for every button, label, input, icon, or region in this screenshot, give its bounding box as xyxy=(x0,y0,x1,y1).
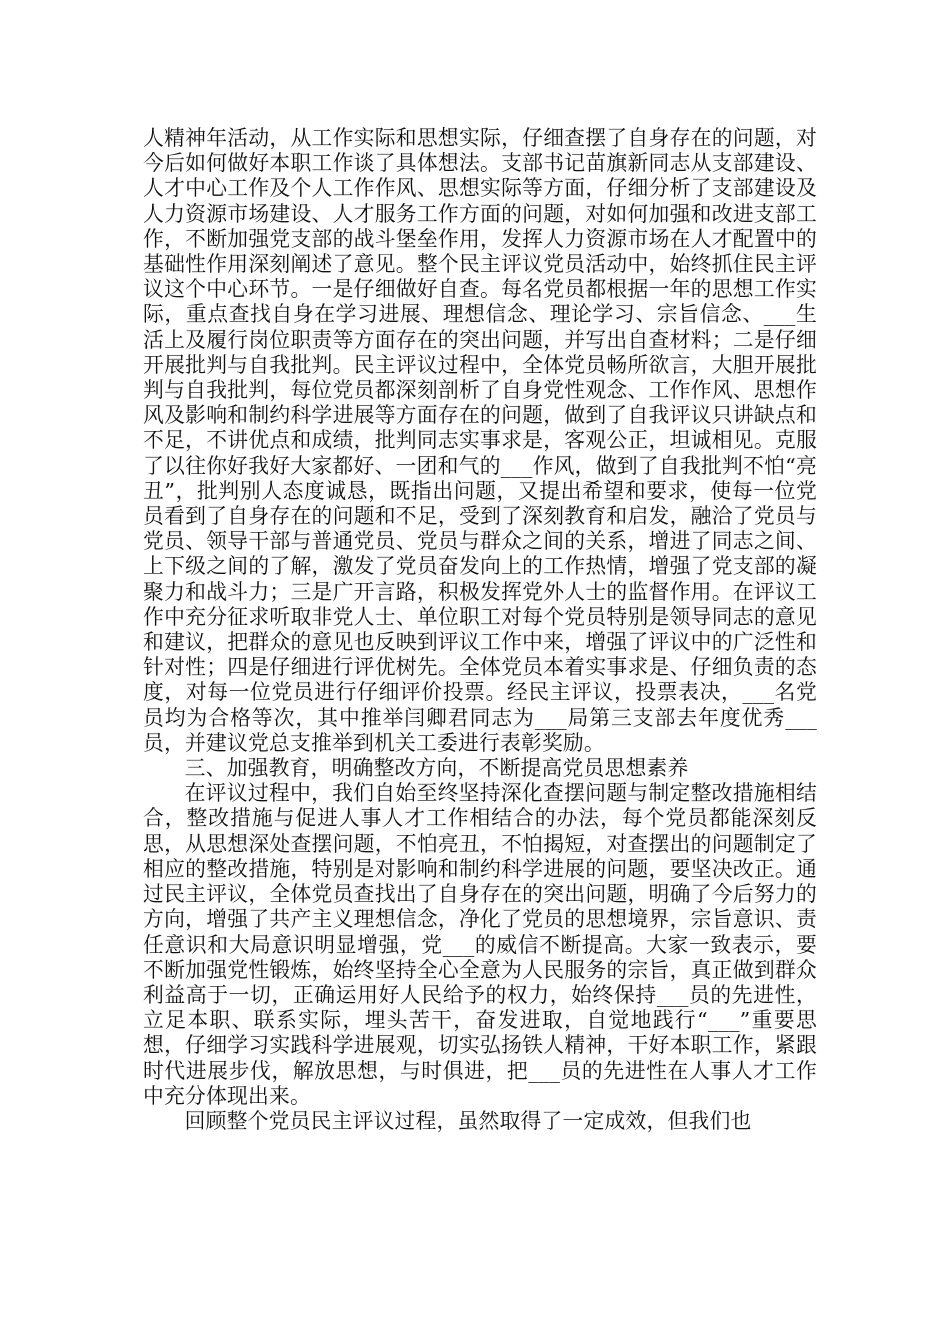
paragraph-3: 回顾整个党员民主评议过程，虽然取得了一定成效，但我们也 xyxy=(184,1108,752,1133)
document-body xyxy=(143,126,817,1134)
paragraph-2: 在评议过程中，我们自始至终坚持深化查摆问题与制定整改措施相结合，整改措施与促进人事人才工作相结合的办法，每个党员都能深刻反思，从思想深处查摆问题，不怕亮丑，不怕揭短，对查摆出的问题制定了相应的整改措施，特别是对影响和制约科学进展的问题，要坚决改正。通过民主评议，全体党员查找出了自身存在的突出问题，明确了今后努力的方向，增强了共产主义理想信念，净化了党员的思想境界，宗旨意识、责任意识和大局意识明显增强，党___的威信不断提高。大家一致表示，要不断加强党性锻炼，始终坚持全心全意为人民服务的宗旨，真正做到群众利益高于一切，正确运用好人民给予的权力，始终保持___员的先进性，立足本职、联系实际，埋头苦干，奋发进取，自觉地践行“___”重要思想，仔细学习实践科学进展观，切实弘扬铁人精神，干好本职工作，紧跟时代进展步伐，解放思想，与时俱进，把___员的先进性在人事人才工作中充分体现出来。 xyxy=(143,781,817,1108)
paragraph-1: 人精神年活动，从工作实际和思想实际，仔细查摆了自身存在的问题，对今后如何做好本职工作谈了具体想法。支部书记苗旗新同志从支部建设、人才中心工作及个人工作作风、思想实际等方面，仔细分析了支部建设及人力资源市场建设、人才服务工作方面的问题，对如何加强和改进支部工作，不断加强党支部的战斗堡垒作用，发挥人力资源市场在人才配置中的基础性作用深刻阐述了意见。整个民主评议党员活动中，始终抓住民主评议这个中心环节。一是仔细做好自查。每名党员都根据一年的思想工作实际，重点查找自身在学习进展、理想信念、理论学习、宗旨信念、___生活上及履行岗位职责等方面存在的突出问题，并写出自查材料；二是仔细开展批判与自我批判。民主评议过程中，全体党员畅所欲言，大胆开展批判与自我批判，每位党员都深刻剖析了自身党性观念、工作作风、思想作风及影响和制约科学进展等方面存在的问题，做到了自我评议只讲缺点和不足，不讲优点和成绩，批判同志实事求是，客观公正，坦诚相见。克服了以往你好我好大家都好、一团和气的___作风，做到了自我批判不怕“亮丑”，批判别人态度诚恳，既指出问题，又提出希望和要求，使每一位党员看到了自身存在的问题和不足，受到了深刻教育和启发，融洽了党员与党员、领导干部与普通党员、党员与群众之间的关系，增进了同志之间、上下级之间的了解，激发了党员奋发向上的工作热情，增强了党支部的凝聚力和战斗力；三是广开言路，积极发挥党外人士的监督作用。在评议工作中充分征求听取非党人士、单位职工对每个党员特别是领导同志的意见和建议，把群众的意见也反映到评议工作中来，增强了评议中的广泛性和针对性；四是仔细进行评优树先。全体党员本着实事求是、仔细负责的态度，对每一位党员进行仔细评价投票。经民主评议，投票表决，___名党员均为合格等次，其中推举闫卿君同志为___局第三支部去年度优秀___员，并建议党总支推举到机关工委进行表彰奖励。 xyxy=(143,126,817,755)
section-heading-3: 三、加强教育，明确整改方向，不断提高党员思想素养 xyxy=(184,756,689,781)
